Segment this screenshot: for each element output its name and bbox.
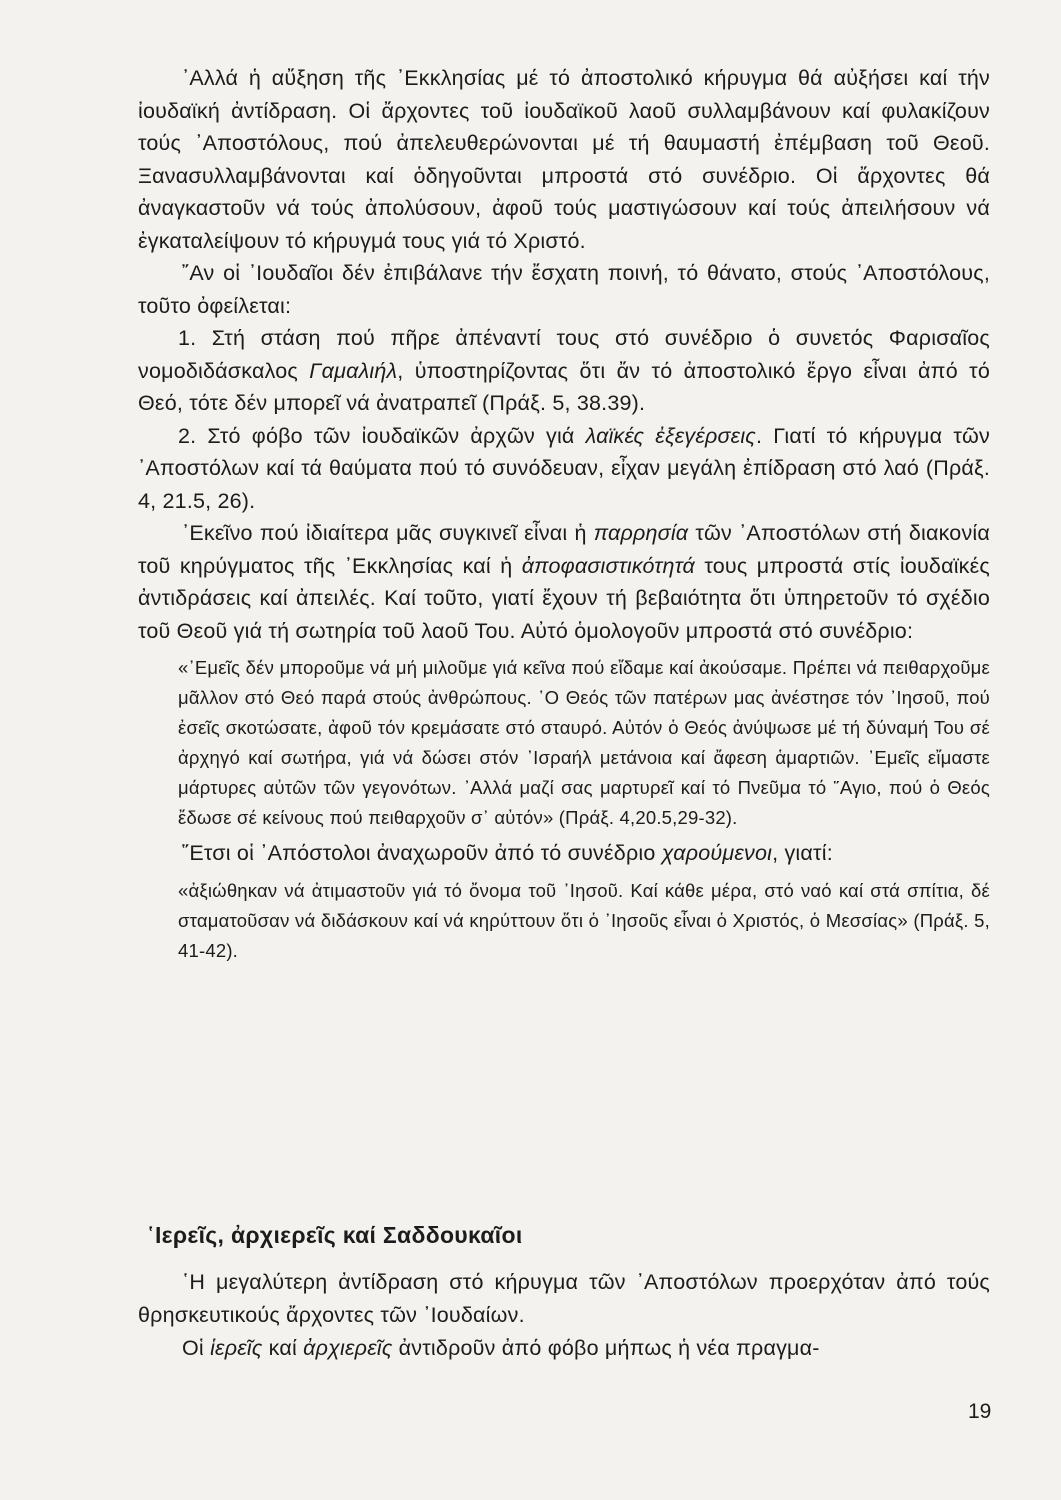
paragraph: ᾿Αλλά ἡ αὔξηση τῆς ᾿Εκκλησίας μέ τό ἀποστολικό κήρυγμα θά αὐξήσει καί τήν ἰουδαϊκή ἀντίδραση. Οἱ ἄρχοντες τοῦ ἰουδαϊκοῦ λαοῦ συλλαμβάνουν καί φυλακίζουν τούς ᾿Αποστόλους, πού ἀπελευθερώνονται μέ τή θαυμαστή ἐπέμβαση τοῦ Θεοῦ. Ξανασυλλαμβάνονται καί ὁδηγοῦνται μπροστά στό συνέδριο. Οἱ ἄρχοντες θά ἀναγκαστοῦν νά τούς ἀπολύσουν, ἀφοῦ τούς μαστιγώσουν καί τούς ἀπειλήσουν νά ἐγκαταλείψουν τό κήρυγμά τους γιά τό Χριστό.: [138, 66, 990, 253]
main-text: [138, 62, 990, 970]
paragraph: ῞Ετσι οἱ ᾿Απόστολοι ἀναχωροῦν ἀπό τό συνέδριο χαρούμενοι, γιατί:: [182, 841, 833, 865]
paragraph: ῾Η μεγαλύτερη ἀντίδραση στό κήρυγμα τῶν ᾿Αποστόλων προερχόταν ἀπό τούς θρησκευτικούς ἄρχοντες τῶν ᾿Ιουδαίων.: [138, 1270, 990, 1327]
paragraph: Οἱ ἱερεῖς καί ἀρχιερεῖς ἀντιδροῦν ἀπό φόβο μήπως ἡ νέα πραγμα-: [182, 1336, 820, 1360]
list-item: 2. Στό φόβο τῶν ἰουδαϊκῶν ἀρχῶν γιά λαϊκές ἐξεγέρσεις. Γιατί τό κήρυγμα τῶν ᾿Αποστόλων καί τά θαύματα πού τό συνόδευαν, εἶχαν μεγάλη ἐπίδραση στό λαό (Πράξ. 4, 21.5, 26).: [138, 423, 990, 513]
page-number: 19: [968, 1400, 992, 1423]
section-heading: ῾Ιερεῖς, ἀρχιερεῖς καί Σαδδουκαῖοι: [147, 1222, 523, 1248]
list-item: 1. Στή στάση πού πῆρε ἀπέναντί τους στό συνέδριο ὁ συνετός Φαρισαῖος νομοδιδάσκαλος Γαμαλιήλ, ὑποστηρίζοντας ὅτι ἄν τό ἀποστολικό ἔργο εἶναι ἀπό τό Θεό, τότε δέν μπορεῖ νά ἀνατραπεῖ (Πράξ. 5, 38.39).: [138, 326, 990, 415]
block-quote: «᾿Εμεῖς δέν μποροῦμε νά μή μιλοῦμε γιά κεῖνα πού εἴδαμε καί ἀκούσαμε. Πρέπει νά πειθαρχοῦμε μᾶλλον στό Θεό παρά στούς ἀνθρώπους. ῾Ο Θεός τῶν πατέρων μας ἀνέστησε τόν ᾿Ιησοῦ, πού ἐσεῖς σκοτώσατε, ἀφοῦ τόν κρεμάσατε στό σταυρό. Αὐτόν ὁ Θεός ἀνύψωσε μέ τή δύναμή Του σέ ἀρχηγό καί σωτήρα, γιά νά δώσει στόν ᾿Ισραήλ μετάνοια καί ἄφεση ἁμαρτιῶν. ᾿Εμεῖς εἴμαστε μάρτυρες αὐτῶν τῶν γεγονότων. ᾿Αλλά μαζί σας μαρτυρεῖ καί τό Πνεῦμα τό ῞Αγιο, πού ὁ Θεός ἔδωσε σέ κείνους πού πειθαρχοῦν σ᾿ αὐτόν» (Πράξ. 4,20.5,29-32).: [178, 657, 990, 828]
block-quote: «ἀξιώθηκαν νά ἀτιμαστοῦν γιά τό ὄνομα τοῦ ᾿Ιησοῦ. Καί κάθε μέρα, στό ναό καί στά σπίτια, δέ σταματοῦσαν νά διδάσκουν καί νά κηρύττουν ὅτι ὁ ᾿Ιησοῦς εἶναι ὁ Χριστός, ὁ Μεσσίας» (Πράξ. 5, 41-42).: [178, 879, 990, 961]
paragraph: ῎Αν οἱ ᾿Ιουδαῖοι δέν ἐπιβάλανε τήν ἔσχατη ποινή, τό θάνατο, στούς ᾿Αποστόλους, τοῦτο ὀφείλεται:: [138, 261, 990, 318]
paragraph: ᾿Εκεῖνο πού ἰδιαίτερα μᾶς συγκινεῖ εἶναι ἡ παρρησία τῶν ᾿Αποστόλων στή διακονία τοῦ κηρύγματος τῆς ᾿Εκκλησίας καί ἡ ἀποφασιστικότητά τους μπροστά στίς ἰουδαϊκές ἀντιδράσεις καί ἀπειλές. Καί τοῦτο, γιατί ἔχουν τή βεβαιότητα ὅτι ὑπηρετοῦν τό σχέδιο τοῦ Θεοῦ γιά τή σωτηρία τοῦ λαοῦ Του. Αὐτό ὁμολογοῦν μπροστά στό συνέδριο:: [138, 521, 991, 643]
section-text: [138, 1266, 990, 1365]
